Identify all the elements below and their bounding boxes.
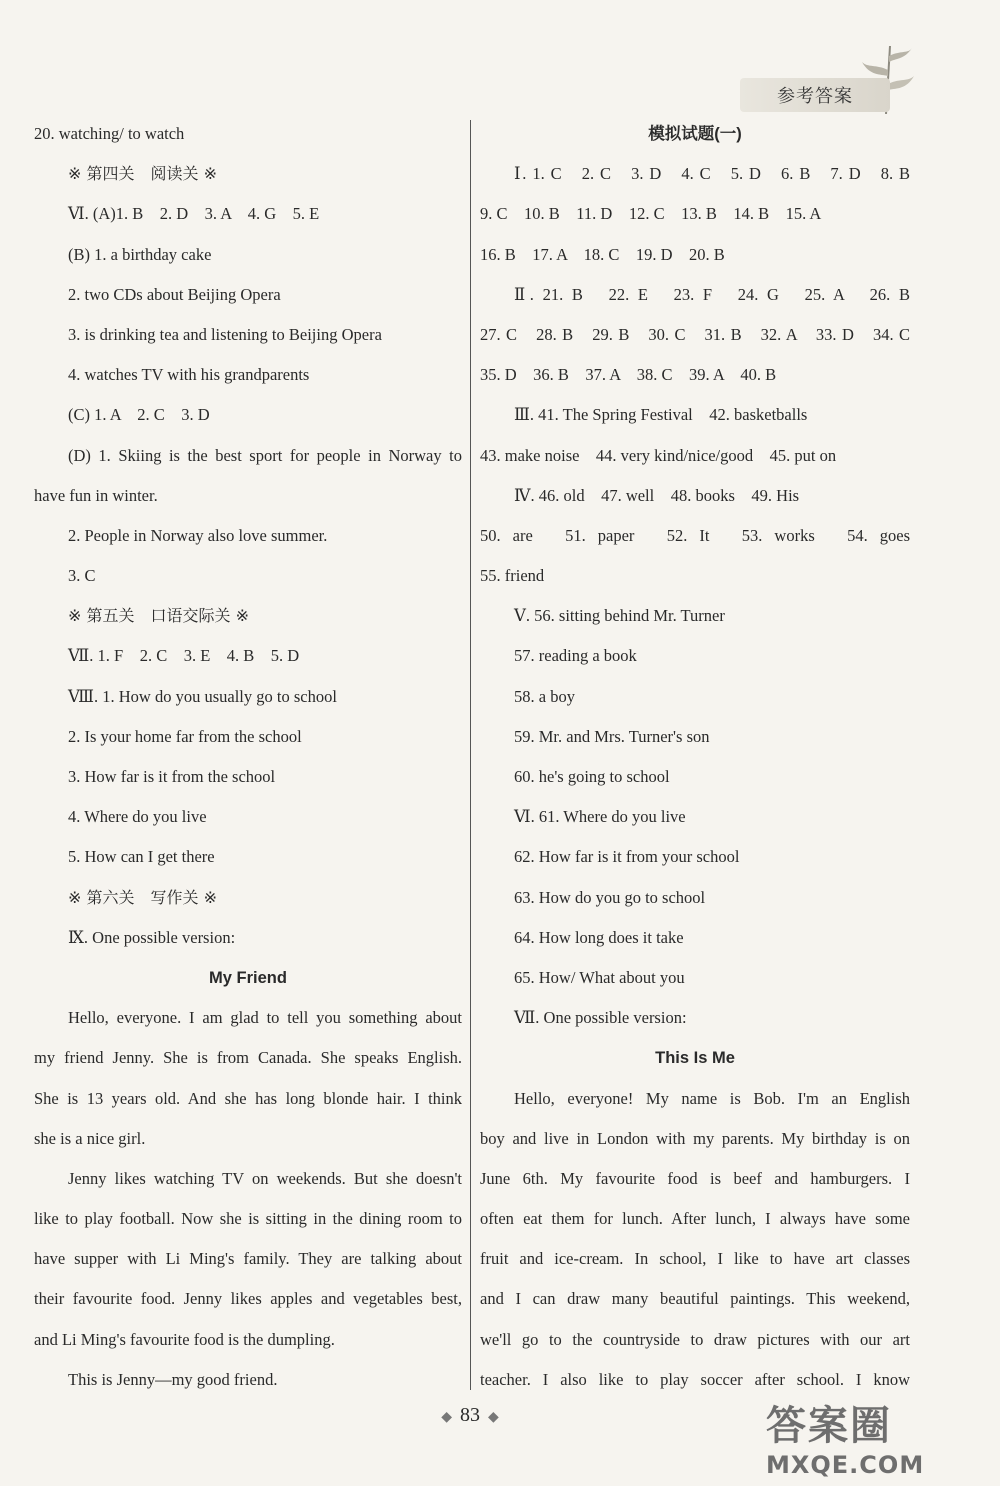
right-line-r19: 62. How far is it from your school (514, 847, 740, 867)
page-number-value: 83 (460, 1404, 480, 1426)
left-line-l30: their favourite food. Jenny likes apples and vegetables best, (34, 1289, 462, 1309)
left-line-l26: she is a nice girl. (34, 1128, 146, 1148)
right-line-r31: we'll go to the countryside to draw pictures with our art (480, 1329, 910, 1349)
page-number (400, 1404, 540, 1427)
left-line-l29: have supper with Li Ming's family. They are talking about (34, 1249, 462, 1269)
right-line-r2: Ⅰ. 1. C 2. C 3. D 4. C 5. D 6. B 7. D 8. B (514, 164, 910, 184)
watermark-line1: 答案圈 (766, 1403, 892, 1449)
right-line-r8: Ⅲ. 41. The Spring Festival 42. basketballs (514, 405, 808, 425)
left-line-l22: My Friend (209, 968, 287, 987)
left-line-l5: 2. two CDs about Beijing Opera (68, 284, 281, 304)
right-line-r10: Ⅳ. 46. old 47. well 48. books 49. His (514, 485, 800, 505)
column-divider (470, 120, 471, 1390)
right-line-r21: 64. How long does it take (514, 927, 684, 947)
left-line-l15: Ⅷ. 1. How do you usually go to school (68, 686, 337, 706)
left-line-l31: and Li Ming's favourite food is the dumpling. (34, 1329, 335, 1349)
right-line-r25: Hello, everyone! My name is Bob. I'm an English (514, 1088, 910, 1108)
left-line-l23: Hello, everyone. I am glad to tell you something about (68, 1008, 462, 1028)
right-line-r29: fruit and ice-cream. In school, I like to have art classes (480, 1249, 910, 1269)
right-line-r27: June 6th. My favourite food is beef and hamburgers. I (480, 1168, 910, 1188)
left-line-l3: Ⅵ. (A)1. B 2. D 3. A 4. G 5. E (68, 204, 320, 224)
right-line-r26: boy and live in London with my parents. My birthday is on (480, 1128, 910, 1148)
left-line-l9: (D) 1. Skiing is the best sport for people in Norway to (68, 445, 462, 465)
right-line-r22: 65. How/ What about you (514, 967, 685, 987)
left-line-l7: 4. watches TV with his grandparents (68, 365, 310, 385)
right-line-r11: 50. are 51. paper 52. It 53. works 54. goes (480, 525, 910, 545)
left-line-l12: 3. C (68, 566, 96, 586)
right-line-r23: Ⅶ. One possible version: (514, 1008, 687, 1028)
right-line-r1: 模拟试题(一) (648, 125, 742, 143)
right-line-r3: 9. C 10. B 11. D 12. C 13. B 14. B 15. A (480, 204, 822, 224)
page-number-ornament-left: ◆ (441, 1410, 452, 1425)
left-line-l6: 3. is drinking tea and listening to Beijing Opera (68, 324, 382, 344)
right-line-r16: 59. Mr. and Mrs. Turner's son (514, 726, 710, 746)
left-line-l10: have fun in winter. (34, 485, 158, 505)
left-line-l17: 3. How far is it from the school (68, 767, 276, 786)
left-line-l18: 4. Where do you live (68, 807, 207, 827)
left-line-l32: This is Jenny—my good friend. (68, 1369, 278, 1389)
right-line-r20: 63. How do you go to school (514, 887, 706, 907)
left-line-l13: ※ 第五关 口语交际关 ※ (68, 606, 249, 626)
left-line-l4: (B) 1. a birthday cake (68, 244, 212, 264)
right-line-r13: Ⅴ. 56. sitting behind Mr. Turner (514, 606, 725, 626)
right-line-r7: 35. D 36. B 37. A 38. C 39. A 40. B (480, 365, 777, 385)
left-line-l14: Ⅶ. 1. F 2. C 3. E 4. B 5. D (68, 646, 300, 666)
right-line-r4: 16. B 17. A 18. C 19. D 20. B (480, 244, 725, 264)
left-line-l21: Ⅸ. One possible version: (68, 927, 236, 947)
left-line-l8: (C) 1. A 2. C 3. D (68, 405, 210, 425)
left-line-l24: my friend Jenny. She is from Canada. She speaks English. (34, 1048, 462, 1068)
page-number-ornament-right: ◆ (488, 1410, 499, 1425)
left-column (34, 114, 462, 1400)
right-line-r18: Ⅵ. 61. Where do you live (514, 807, 686, 827)
right-line-r9: 43. make noise 44. very kind/nice/good 45. put on (480, 445, 837, 465)
left-line-l27: Jenny likes watching TV on weekends. But she doesn't (68, 1168, 462, 1188)
left-line-l2: ※ 第四关 阅读关 ※ (68, 164, 217, 184)
right-line-r17: 60. he's going to school (514, 767, 670, 786)
left-line-l28: like to play football. Now she is sitting in the dining room to (34, 1209, 462, 1229)
right-line-r5: Ⅱ. 21. B 22. E 23. F 24. G 25. A 26. B (514, 284, 910, 304)
left-line-l16: 2. Is your home far from the school (68, 726, 302, 746)
right-line-r28: often eat them for lunch. After lunch, I always have some (480, 1209, 910, 1229)
right-line-r6: 27. C 28. B 29. B 30. C 31. B 32. A 33. D 34. C (480, 324, 910, 344)
watermark-line2: MXQE.COM (766, 1451, 925, 1479)
right-line-r15: 58. a boy (514, 686, 575, 706)
right-column (480, 114, 910, 1400)
left-line-l25: She is 13 years old. And she has long blonde hair. I think (34, 1088, 462, 1108)
left-line-l11: 2. People in Norway also love summer. (68, 525, 328, 545)
site-watermark (766, 1394, 976, 1479)
left-line-l1: 20. watching/ to watch (34, 124, 185, 143)
right-line-r24: This Is Me (655, 1049, 735, 1068)
left-line-l20: ※ 第六关 写作关 ※ (68, 887, 217, 907)
right-line-r30: and I can draw many beautiful paintings. This weekend, (480, 1289, 910, 1309)
left-line-l19: 5. How can I get there (68, 847, 215, 867)
answer-key-header-tag: 参考答案 (740, 78, 890, 112)
right-line-r14: 57. reading a book (514, 646, 637, 666)
right-line-r12: 55. friend (480, 566, 545, 586)
right-line-r32: teacher. I also like to play soccer after school. I know (480, 1369, 910, 1389)
